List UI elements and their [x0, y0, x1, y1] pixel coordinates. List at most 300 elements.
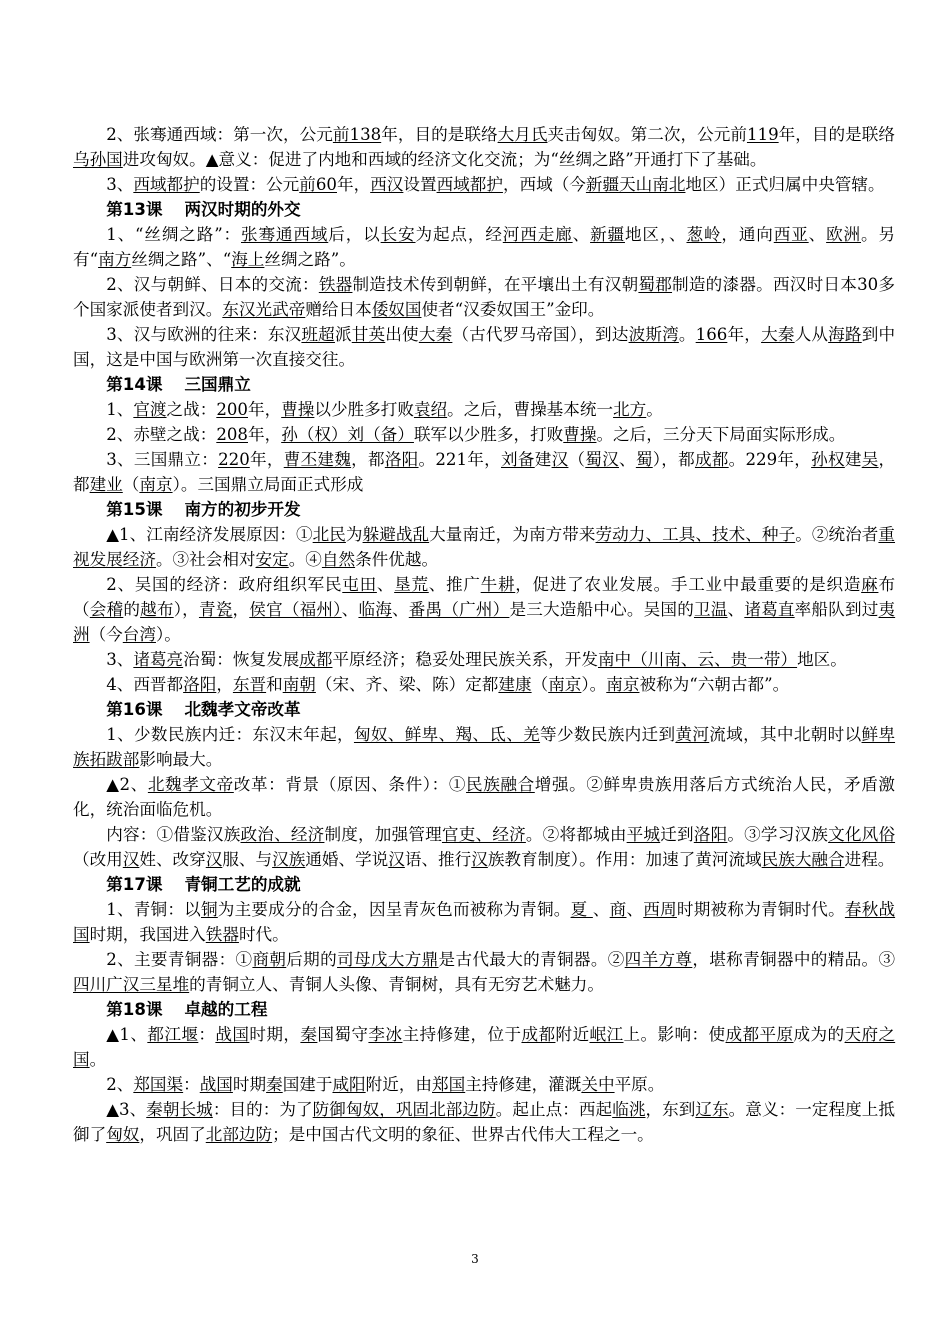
underlined-keyword: 自然: [321, 550, 356, 569]
lesson-number: 第17课: [106, 875, 163, 894]
underlined-keyword: 南朝: [282, 675, 316, 694]
underlined-keyword: 南京: [548, 675, 582, 694]
paragraph: [73, 897, 895, 947]
underlined-keyword: 倭奴国: [371, 300, 422, 319]
underlined-keyword: 秦: [266, 1075, 283, 1094]
text-run: 时期，我国进入: [89, 925, 206, 944]
text-run: 制造的漆器。西汉时日本30多个国家派使者到汉。: [73, 275, 896, 319]
text-run: 治蜀：恢复发展: [183, 650, 300, 669]
paragraph: [73, 722, 895, 772]
text-run: 联军以少胜多，打败: [413, 425, 564, 444]
underlined-keyword: 汉族: [272, 850, 306, 869]
underlined-keyword: 躲避战乱: [362, 525, 430, 544]
underlined-keyword: 吴: [861, 450, 879, 469]
text-run: 3、三国鼎立：: [106, 450, 219, 469]
underlined-keyword: 李冰: [368, 1025, 403, 1044]
text-run: 丝绸之路”、“: [131, 250, 232, 269]
text-run: 、: [626, 900, 644, 919]
underlined-keyword: 河西走廊: [502, 225, 573, 244]
text-run: ，西域（今: [502, 175, 586, 194]
underlined-keyword: 汉: [205, 850, 223, 869]
text-run: 。229年，: [728, 450, 812, 469]
text-run: 服、与: [222, 850, 273, 869]
underlined-keyword: 海上: [231, 250, 265, 269]
text-run: 年，目的是联络: [381, 125, 498, 144]
underlined-keyword: 成都: [299, 650, 333, 669]
paragraph: [73, 322, 895, 372]
underlined-keyword: 南方: [98, 250, 132, 269]
text-run: 。③学习汉族: [727, 825, 829, 844]
text-run: ：: [183, 1075, 200, 1094]
underlined-keyword: 屯田: [342, 575, 377, 594]
text-run: 成为的: [793, 1025, 845, 1044]
text-run: ），: [173, 600, 199, 619]
text-run: 。之后，曹操基本统一: [447, 400, 614, 419]
underlined-keyword: 秦: [300, 1025, 318, 1044]
text-run: 年，: [249, 450, 284, 469]
text-run: 的青铜立人、青铜人头像、青铜树，具有无穷艺术魅力。: [189, 975, 604, 994]
text-run: 。另有“: [73, 225, 896, 269]
underlined-keyword: 建业: [89, 475, 123, 494]
paragraph: [73, 1072, 895, 1097]
text-run: 。: [89, 1050, 107, 1069]
text-run: 国建于: [282, 1075, 333, 1094]
page-number: 3: [471, 1252, 479, 1266]
underlined-keyword: 西域都护: [133, 175, 200, 194]
text-run: 平原。: [614, 1075, 665, 1094]
text-run: 丝绸之路”。: [264, 250, 356, 269]
text-run: 3、: [106, 650, 134, 669]
text-run: 后，以: [328, 225, 381, 244]
text-run: ；是中国古代文明的象征、世界古代伟大工程之一。: [272, 1125, 654, 1144]
underlined-keyword: 孙（权）刘（备）: [281, 425, 414, 444]
underlined-keyword: 铁器: [205, 925, 239, 944]
underlined-keyword: 葱岭: [686, 225, 722, 244]
text-run: 后期的: [286, 950, 338, 969]
underlined-keyword: 南京: [606, 675, 640, 694]
underlined-keyword: 乌孙国: [73, 150, 123, 169]
underlined-keyword: 220: [218, 450, 250, 469]
text-run: 流域，其中北朝时以: [709, 725, 862, 744]
text-run: ，巩固了: [139, 1125, 206, 1144]
text-run: 是古代最大的青铜器。②: [438, 950, 625, 969]
underlined-keyword: 防御匈奴，巩固北部边防: [312, 1100, 496, 1119]
text-run: 和: [266, 675, 283, 694]
text-run: 赠给日本: [305, 300, 372, 319]
underlined-keyword: 官渡: [133, 400, 167, 419]
underlined-keyword: 侯官（福州）: [249, 600, 342, 619]
underlined-keyword: 东晋: [232, 675, 267, 694]
underlined-keyword: 匈奴、鲜卑、羯、氐、羌: [353, 725, 541, 744]
paragraph: [73, 447, 895, 497]
underlined-keyword: 汉: [471, 850, 488, 869]
underlined-keyword: 岷江: [589, 1025, 624, 1044]
underlined-keyword: 曹操: [563, 425, 597, 444]
underlined-keyword: 会稽: [89, 600, 124, 619]
underlined-keyword: 咸阳: [332, 1075, 366, 1094]
text-run: 3、汉与欧洲的往来：东汉: [106, 325, 302, 344]
underlined-keyword: 台湾: [122, 625, 156, 644]
text-run: （: [531, 675, 549, 694]
underlined-keyword: 四羊方尊: [624, 950, 693, 969]
lesson-heading: [73, 697, 895, 722]
underlined-keyword: 蜀郡: [638, 275, 673, 294]
text-run: 姓、改穿: [139, 850, 206, 869]
text-run: 以少胜多打败: [314, 400, 414, 419]
text-run: （改用: [73, 850, 123, 869]
underlined-keyword: 东汉光武帝: [222, 300, 306, 319]
underlined-keyword: 黄河: [675, 725, 710, 744]
text-run: 布（: [73, 575, 896, 619]
underlined-keyword: 班超: [301, 325, 335, 344]
text-run: 2、汉与朝鲜、日本的交流：: [106, 275, 319, 294]
underlined-keyword: 临洮: [612, 1100, 646, 1119]
paragraph: [73, 1022, 895, 1072]
text-run: 1、“丝绸之路”：: [106, 225, 241, 244]
text-run: 时期: [232, 1075, 267, 1094]
underlined-keyword: 关中: [581, 1075, 615, 1094]
underlined-keyword: 洛阳: [384, 450, 419, 469]
text-run: 。: [678, 325, 696, 344]
underlined-keyword: 西域都护: [436, 175, 503, 194]
underlined-keyword: 大秦: [418, 325, 453, 344]
underlined-keyword: 成都: [521, 1025, 556, 1044]
text-run: ）。: [155, 625, 181, 644]
underlined-keyword: 北方: [613, 400, 647, 419]
text-run: 的设置：公元: [199, 175, 300, 194]
underlined-keyword: 政治、经济: [240, 825, 325, 844]
underlined-keyword: 战国: [199, 1075, 233, 1094]
underlined-keyword: 新疆天山南北: [585, 175, 686, 194]
text-run: 地区。: [797, 650, 847, 669]
underlined-keyword: 南中（川南、云、贵一带）: [597, 650, 798, 669]
paragraph: [73, 772, 895, 822]
text-run: 是三大造船中心。吴国的: [509, 600, 694, 619]
text-run: ，通向: [721, 225, 774, 244]
text-run: 上。影响：使: [623, 1025, 726, 1044]
lesson-number: 第13课: [106, 200, 163, 219]
text-run: 国蜀守: [317, 1025, 369, 1044]
text-run: ），都: [652, 450, 695, 469]
text-run: 。②将都城由: [525, 825, 627, 844]
underlined-keyword: 商: [609, 900, 627, 919]
underlined-keyword: 诸葛亮: [133, 650, 184, 669]
lesson-heading: [73, 872, 895, 897]
underlined-keyword: 商朝: [252, 950, 287, 969]
text-run: 、: [376, 575, 395, 594]
underlined-keyword: 牛耕: [480, 575, 516, 594]
text-run: 语、推行: [404, 850, 472, 869]
underlined-keyword: 夷洲: [73, 600, 896, 644]
lesson-heading: [73, 497, 895, 522]
text-run: 通婚、学说: [305, 850, 389, 869]
underlined-keyword: 曹丕建魏: [283, 450, 352, 469]
underlined-keyword: 张骞通西域: [241, 225, 329, 244]
text-run: 。之后，三分天下局面实际形成。: [596, 425, 846, 444]
underlined-keyword: 战国: [215, 1025, 250, 1044]
underlined-keyword: 汉: [388, 850, 405, 869]
text-run: 到中国，这是中国与欧洲第一次直接交往。: [73, 325, 896, 369]
text-run: 。: [646, 400, 663, 419]
text-run: 族教育制度）。作用：加速了黄河流域: [487, 850, 762, 869]
underlined-keyword: 200: [216, 400, 248, 419]
text-run: 、推广: [428, 575, 481, 594]
underlined-keyword: 临海: [358, 600, 392, 619]
underlined-keyword: 洛阳: [183, 675, 217, 694]
text-run: ）。三国鼎立局面正式形成: [172, 475, 364, 494]
text-run: 年，: [727, 325, 762, 344]
text-run: 被称为“六朝古都”。: [639, 675, 790, 694]
underlined-keyword: 208: [216, 425, 248, 444]
underlined-keyword: 袁绍: [413, 400, 448, 419]
paragraph: [73, 672, 895, 697]
text-run: 。221年，: [418, 450, 501, 469]
paragraph: [73, 822, 895, 872]
text-run: 建: [844, 450, 862, 469]
underlined-keyword: 秦朝长城: [146, 1100, 213, 1119]
underlined-keyword: 番禺（广州）: [408, 600, 510, 619]
underlined-keyword: 麻: [861, 575, 879, 594]
text-run: 进攻匈奴。▲意义：促进了内地和西域的经济文化交流；为“丝绸之路”开通打下了基础。: [122, 150, 767, 169]
underlined-keyword: 汉: [122, 850, 140, 869]
underlined-keyword: 长安: [380, 225, 416, 244]
lesson-title: 两汉时期的外交: [184, 200, 301, 219]
underlined-keyword: 大秦: [761, 325, 795, 344]
text-run: 增强。②鲜卑贵族用落后方式统治人民，矛盾激化，统治面临危机。: [73, 775, 896, 819]
underlined-keyword: 曹操: [281, 400, 315, 419]
text-run: ，都: [351, 450, 385, 469]
underlined-keyword: 四川广汉三星堆: [73, 975, 190, 994]
underlined-keyword: 北民: [312, 525, 346, 544]
paragraph: [73, 947, 895, 997]
underlined-keyword: 119: [746, 125, 779, 144]
paragraph: [73, 397, 895, 422]
lesson-title: 卓越的工程: [184, 1000, 268, 1019]
text-run: 改革：背景（原因、条件）：①: [233, 775, 467, 794]
text-run: 1、少数民族内迁：东汉末年起，: [106, 725, 354, 744]
text-run: 迁到: [660, 825, 694, 844]
text-run: 2、主要青铜器：①: [106, 950, 253, 969]
text-run: ，: [232, 600, 250, 619]
text-run: 主持修建，灌溉: [465, 1075, 582, 1094]
paragraph: [73, 647, 895, 672]
underlined-keyword: 刘备: [501, 450, 535, 469]
underlined-keyword: 甘英: [351, 325, 386, 344]
underlined-keyword: 成都: [694, 450, 729, 469]
text-run: 1、: [106, 400, 134, 419]
text-run: 地区，、: [624, 225, 687, 244]
text-run: 平原经济；稳妥处理民族关系，开发: [332, 650, 598, 669]
text-run: （古代罗马帝国），到达: [452, 325, 629, 344]
text-run: ，: [216, 675, 233, 694]
underlined-keyword: 都江堰: [147, 1025, 199, 1044]
text-run: 年，目的是联络: [778, 125, 896, 144]
underlined-keyword: 北部边防: [205, 1125, 273, 1144]
underlined-keyword: 洛阳: [693, 825, 728, 844]
text-run: ▲1、: [106, 1025, 148, 1044]
text-run: 主持修建，位于: [402, 1025, 522, 1044]
underlined-keyword: 蜀: [635, 450, 653, 469]
text-run: 。③社会相对: [155, 550, 256, 569]
text-run: 为主要成分的合金，因呈青灰色而被称为青铜。: [217, 900, 571, 919]
text-run: 、: [727, 600, 745, 619]
text-run: 。②统治者: [795, 525, 879, 544]
underlined-keyword: 大月氏: [497, 125, 548, 144]
lesson-title: 三国鼎立: [184, 375, 251, 394]
text-run: 2、: [106, 1075, 134, 1094]
text-run: ）。: [581, 675, 607, 694]
text-run: 时期被称为青铜时代。: [676, 900, 845, 919]
underlined-keyword: 垦荒: [394, 575, 429, 594]
text-run: 派: [334, 325, 352, 344]
text-run: 影响最大。: [139, 750, 223, 769]
paragraph: [73, 1097, 895, 1147]
underlined-keyword: 官吏、经济: [441, 825, 526, 844]
paragraph: [73, 422, 895, 447]
underlined-keyword: 铁器: [318, 275, 353, 294]
text-run: 附近: [555, 1025, 590, 1044]
text-run: 出使: [385, 325, 419, 344]
text-run: 2、张骞通西域：第一次，公元: [106, 125, 333, 144]
underlined-keyword: 新疆: [590, 225, 625, 244]
text-run: 的: [123, 600, 141, 619]
underlined-keyword: 平城: [626, 825, 661, 844]
lesson-number: 第18课: [106, 1000, 163, 1019]
underlined-keyword: 郑国渠: [133, 1075, 184, 1094]
text-run: （: [122, 475, 140, 494]
underlined-keyword: 匈奴: [106, 1125, 140, 1144]
underlined-keyword: 西汉: [370, 175, 404, 194]
text-run: 等少数民族内迁到: [540, 725, 676, 744]
text-run: 率船队到过: [794, 600, 879, 619]
text-run: 、: [592, 900, 610, 919]
paragraph: [73, 222, 895, 272]
text-run: 设置: [403, 175, 437, 194]
underlined-keyword: 夏: [570, 900, 593, 919]
lesson-heading: [73, 197, 895, 222]
underlined-keyword: 北魏孝文帝: [147, 775, 234, 794]
underlined-keyword: 鲜卑族拓跋部: [73, 725, 896, 769]
underlined-keyword: 铜: [200, 900, 218, 919]
text-run: ▲2、: [106, 775, 148, 794]
text-run: 大量南迁，为南方带来: [429, 525, 596, 544]
text-run: 。④: [288, 550, 322, 569]
underlined-keyword: 郑国: [432, 1075, 466, 1094]
text-run: ，都: [73, 450, 896, 494]
underlined-keyword: 孙权: [811, 450, 845, 469]
text-run: 2、赤壁之战：: [106, 425, 217, 444]
text-run: 年，: [248, 400, 282, 419]
underlined-keyword: 春秋战国: [73, 900, 896, 944]
underlined-keyword: 蜀汉: [585, 450, 619, 469]
text-run: ，堪称青铜器中的精品。③: [692, 950, 896, 969]
text-run: 、: [618, 450, 636, 469]
underlined-keyword: 建康: [498, 675, 532, 694]
text-run: ，东到: [645, 1100, 696, 1119]
text-run: 、: [341, 600, 359, 619]
underlined-keyword: 前60: [299, 175, 337, 194]
underlined-keyword: 文化风俗: [828, 825, 896, 844]
text-run: 附近，由: [365, 1075, 433, 1094]
lesson-number: 第16课: [106, 700, 163, 719]
underlined-keyword: 成都平原: [725, 1025, 794, 1044]
underlined-keyword: 司母戊大方鼎: [337, 950, 439, 969]
text-run: 年，: [248, 425, 282, 444]
text-run: 夹击匈奴。第二次，公元前: [547, 125, 747, 144]
underlined-keyword: 辽东: [695, 1100, 729, 1119]
underlined-keyword: 西周: [643, 900, 677, 919]
text-run: ：: [198, 1025, 216, 1044]
text-run: 3、: [106, 175, 134, 194]
paragraph: [73, 572, 895, 647]
underlined-keyword: 青瓷: [198, 600, 233, 619]
lesson-title: 南方的初步开发: [184, 500, 301, 519]
text-run: ，促进了农业发展。手工业中最重要的是织造: [515, 575, 862, 594]
underlined-keyword: 前138: [332, 125, 382, 144]
underlined-keyword: 诸葛直: [744, 600, 795, 619]
underlined-keyword: 劳动力、工具、技术、种子: [595, 525, 796, 544]
lesson-heading: [73, 997, 895, 1022]
text-run: 4、西晋都: [106, 675, 184, 694]
lesson-number: 第14课: [106, 375, 163, 394]
text-run: 年，: [337, 175, 371, 194]
underlined-keyword: 欧洲: [826, 225, 862, 244]
text-run: 人从: [794, 325, 829, 344]
text-run: 进程。: [844, 850, 895, 869]
underlined-keyword: 汉: [551, 450, 569, 469]
underlined-keyword: 天府之国: [73, 1025, 896, 1069]
underlined-keyword: 重视发展经济: [73, 525, 896, 569]
text-run: （今: [89, 625, 123, 644]
text-run: 时代。: [238, 925, 289, 944]
text-run: ▲1、江南经济发展原因：①: [106, 525, 313, 544]
text-run: 建: [534, 450, 552, 469]
text-run: 时期，: [249, 1025, 301, 1044]
underlined-keyword: 安定: [255, 550, 289, 569]
underlined-keyword: 卫温: [693, 600, 728, 619]
text-run: 、: [392, 600, 409, 619]
text-run: 2、吴国的经济：政府组织军民: [106, 575, 343, 594]
text-run: 1、青铜：以: [106, 900, 201, 919]
lesson-title: 北魏孝文帝改革: [184, 700, 301, 719]
underlined-keyword: 民族融合: [466, 775, 535, 794]
text-run: ：目的：为了: [212, 1100, 313, 1119]
underlined-keyword: 西亚: [773, 225, 809, 244]
text-run: 。意义：一定程度上抵御了: [73, 1100, 896, 1144]
text-run: 制造技术传到朝鲜，在平壤出土有汉朝: [352, 275, 639, 294]
paragraph: [73, 172, 895, 197]
text-run: 制度，加强管理: [324, 825, 442, 844]
text-run: 之战：: [166, 400, 217, 419]
lesson-title: 青铜工艺的成就: [184, 875, 301, 894]
text-run: 地区）正式归属中央管辖。: [685, 175, 885, 194]
text-run: 为起点，经: [415, 225, 503, 244]
underlined-keyword: 波斯湾: [628, 325, 679, 344]
text-run: 为: [345, 525, 363, 544]
lesson-heading: [73, 372, 895, 397]
text-run: 、: [808, 225, 827, 244]
underlined-keyword: 民族大融合: [761, 850, 845, 869]
text-run: （宋、齐、梁、陈）定都: [315, 675, 499, 694]
text-run: ▲3、: [106, 1100, 147, 1119]
underlined-keyword: 越布: [140, 600, 174, 619]
text-run: 、: [572, 225, 591, 244]
underlined-keyword: 南京: [139, 475, 173, 494]
lesson-number: 第15课: [106, 500, 163, 519]
paragraph: [73, 522, 895, 572]
text-run: 内容：①借鉴汉族: [106, 825, 241, 844]
text-run: （: [568, 450, 586, 469]
